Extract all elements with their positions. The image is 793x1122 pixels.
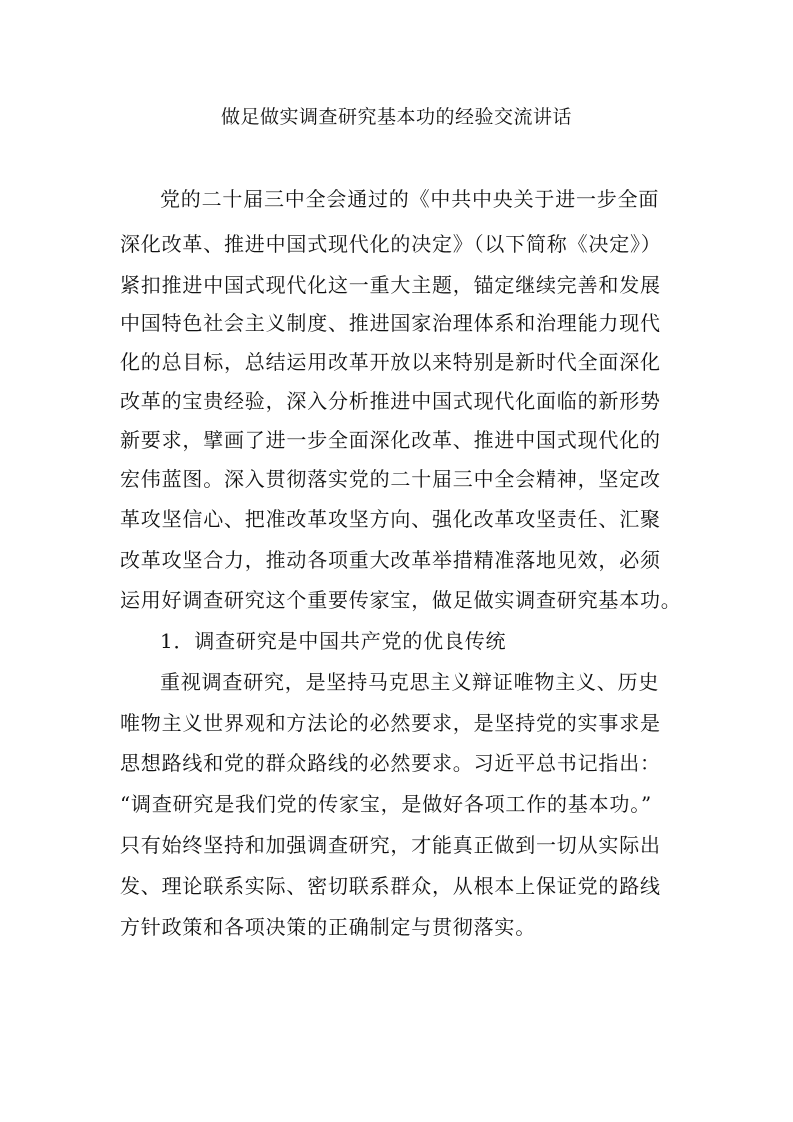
section-heading-1: 1．调查研究是中国共产党的优良传统 bbox=[160, 629, 507, 653]
paragraph-1-line-6: 改革的宝贵经验，深入分析推进中国式现代化面临的新形势 bbox=[120, 389, 661, 413]
paragraph-2-line-6: 发、理论联系实际、密切联系群众，从根本上保证党的路线 bbox=[120, 874, 661, 898]
paragraph-1-line-8: 宏伟蓝图。深入贯彻落实党的二十届三中全会精神，坚定改 bbox=[120, 467, 661, 491]
paragraph-2-line-7: 方针政策和各项决策的正确制定与贯彻落实。 bbox=[120, 915, 536, 939]
paragraph-1-line-4: 中国特色社会主义制度、推进国家治理体系和治理能力现代 bbox=[120, 311, 661, 335]
paragraph-1-line-1: 党的二十届三中全会通过的《中共中央关于进一步全面 bbox=[160, 187, 660, 211]
paragraph-2-line-3: 思想路线和党的群众路线的必然要求。习近平总书记指出： bbox=[120, 751, 661, 775]
paragraph-1-line-5: 化的总目标，总结运用改革开放以来特别是新时代全面深化 bbox=[120, 350, 661, 374]
paragraph-1-line-7: 新要求，擘画了进一步全面深化改革、推进中国式现代化的 bbox=[120, 428, 661, 452]
paragraph-2-line-5: 只有始终坚持和加强调查研究，才能真正做到一切从实际出 bbox=[120, 833, 661, 857]
paragraph-2-line-4: “调查研究是我们党的传家宝，是做好各项工作的基本功。” bbox=[120, 792, 653, 816]
paragraph-1-line-10: 改革攻坚合力，推动各项重大改革举措精准落地见效，必须 bbox=[120, 548, 661, 572]
paragraph-2-line-2: 唯物主义世界观和方法论的必然要求，是坚持党的实事求是 bbox=[120, 711, 661, 735]
paragraph-1-line-9: 革攻坚信心、把准改革攻坚方向、强化改革攻坚责任、汇聚 bbox=[120, 507, 661, 531]
paragraph-1-line-11: 运用好调查研究这个重要传家宝，做足做实调查研究基本功。 bbox=[120, 588, 682, 612]
paragraph-2-line-1: 重视调查研究，是坚持马克思主义辩证唯物主义、历史 bbox=[160, 670, 660, 694]
paragraph-1-line-3: 紧扣推进中国式现代化这一重大主题，锚定继续完善和发展 bbox=[120, 273, 661, 297]
paragraph-1-line-2: 深化改革、推进中国式现代化的决定》（以下简称《决定》） bbox=[120, 232, 662, 256]
document-title: 做足做实调查研究基本功的经验交流讲话 bbox=[220, 106, 572, 128]
